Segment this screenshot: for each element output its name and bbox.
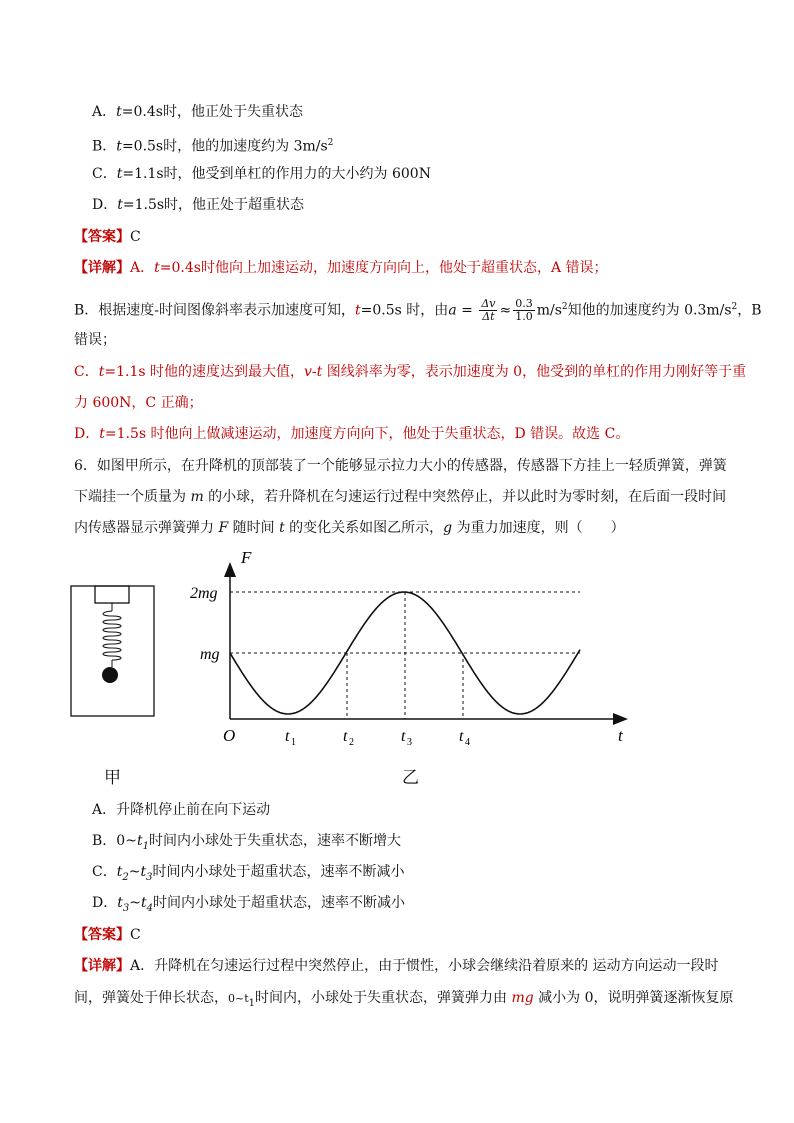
spring: [103, 603, 121, 667]
figure-yi-label: 乙: [402, 768, 419, 788]
q5-option-a: A．t=0.4s时，他正处于失重状态: [92, 104, 303, 120]
svg-text:4: 4: [465, 737, 470, 748]
label-mg: mg: [200, 646, 220, 663]
q6-detail-line1: 【详解】A．升降机在匀速运行过程中突然停止，由于惯性，小球会继续沿着原来的 运动方向运动一段时: [74, 958, 719, 974]
tick-t1: [285, 728, 296, 748]
q5-answer: 【答案】C: [74, 229, 141, 245]
svg-text:3: 3: [407, 737, 412, 748]
svg-text:1: 1: [291, 737, 296, 748]
q5-detail-b: B．根据速度-时间图像斜率表示加速度可知，t=0.5s 时，由a = $\frac{\Delta v}{\Delta t}$ ≈ $\frac{0.3}{1.0}$ $m/s^2$知他的加速度约为 $0.3m/s^2$，B: [74, 297, 762, 324]
svg-text:t: t: [401, 728, 406, 745]
figure-yi-graph: [185, 545, 645, 755]
q5-option-d: D．t=1.5s时，他正处于超重状态: [92, 197, 305, 213]
q6-answer: 【答案】C: [74, 927, 141, 943]
q5-option-c: C．t=1.1s时，他受到单杠的作用力的大小约为 600N: [92, 166, 431, 182]
origin-label: O: [223, 726, 236, 745]
q6-option-c: C．$t_2\sim t_3$时间内小球处于超重状态，速率不断减小: [92, 864, 405, 883]
y-axis-label: F: [241, 548, 252, 567]
q5-option-b: B．t=0.5s时，他的加速度约为 $3m/s^2$: [92, 138, 334, 155]
q6-stem-line3: 内传感器显示弹簧弹力 F 随时间 t 的变化关系如图乙所示，g 为重力加速度，则（ ）: [74, 520, 625, 536]
q6-detail-line2: 间，弹簧处于伸长状态，$0\sim t_1$时间内，小球处于失重状态，弹簧弹力由 mg 减小为 0，说明弹簧逐渐恢复原: [74, 990, 734, 1009]
q5-detail-a: 【详解】A．t=0.4s时他向上加速运动，加速度方向向上，他处于超重状态，A 错误；: [74, 260, 608, 276]
tick-t2: [343, 728, 354, 748]
q6-option-a: A．升降机停止前在向下运动: [92, 802, 271, 818]
label-2mg: 2mg: [190, 585, 218, 602]
tick-t3: [401, 728, 412, 748]
svg-text:t: t: [343, 728, 348, 745]
q5-detail-b-cont: 错误；: [74, 332, 116, 348]
q6-option-b: B．$0\sim t_1$时间内小球处于失重状态，速率不断增大: [92, 833, 401, 852]
sensor: [95, 586, 129, 603]
figure-jia-elevator: [70, 585, 156, 720]
svg-text:2: 2: [349, 737, 354, 748]
ball: [102, 667, 118, 683]
x-axis-label: t: [618, 726, 623, 745]
svg-text:t: t: [459, 728, 464, 745]
svg-text:t: t: [285, 728, 290, 745]
tick-t4: [459, 728, 470, 748]
q5-detail-c: C．t=1.1s 时他的速度达到最大值，v-t 图线斜率为零，表示加速度为 0，他受到的单杠的作用力刚好等于重: [74, 364, 747, 380]
figure-jia-label: 甲: [104, 768, 121, 788]
q6-option-d: D．$t_3\sim t_4$时间内小球处于超重状态，速率不断减小: [92, 895, 405, 914]
q5-detail-c-cont: 力 600N，C 正确；: [74, 395, 203, 411]
q5-detail-d: D．t=1.5s 时他向上做减速运动，加速度方向向下，他处于失重状态，D 错误。故选 C。: [74, 426, 630, 442]
q6-stem-line1: 6．如图甲所示，在升降机的顶部装了一个能够显示拉力大小的传感器，传感器下方挂上一轻质弹簧，弹簧: [74, 458, 727, 474]
q6-stem-line2: 下端挂一个质量为 m 的小球，若升降机在匀速运行过程中突然停止，并以此时为零时刻，在后面一段时间: [74, 489, 727, 505]
